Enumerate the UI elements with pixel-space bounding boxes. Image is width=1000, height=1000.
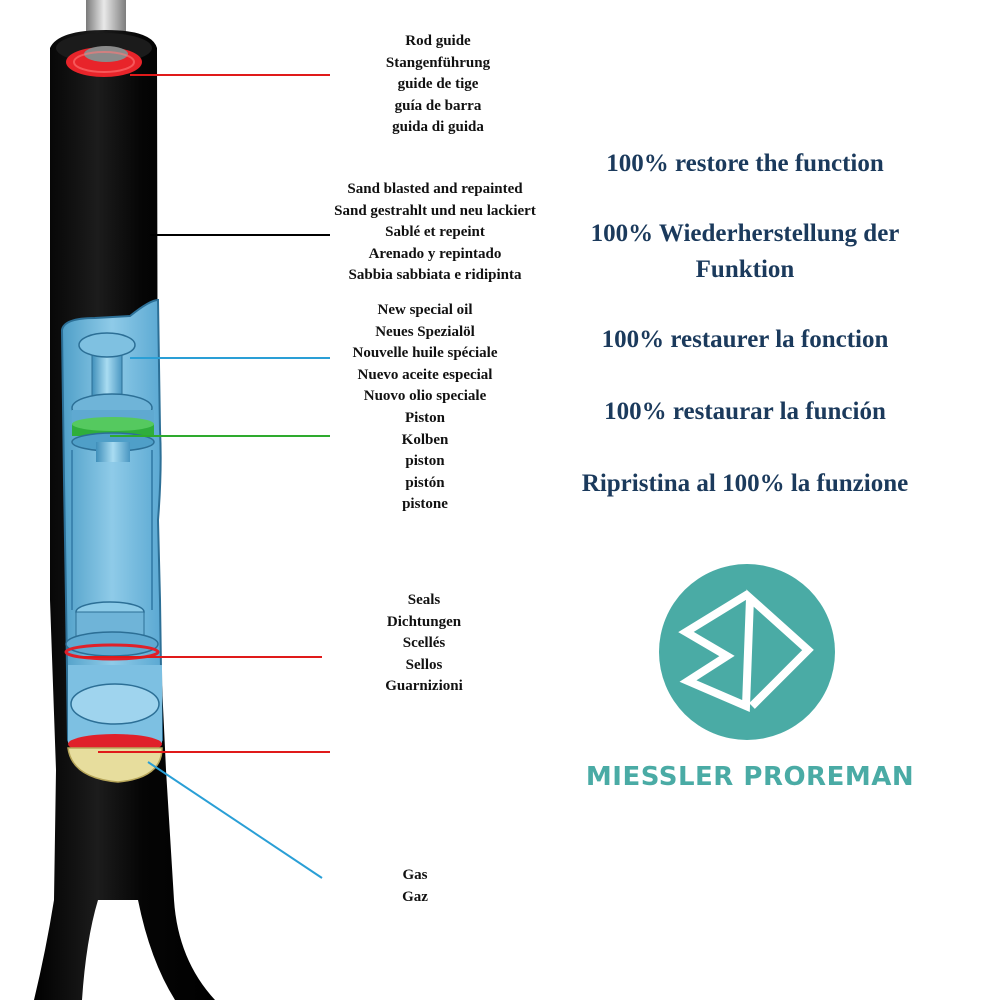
claim-en: 100% restore the function: [606, 150, 884, 177]
lower-chamber-top: [71, 684, 159, 724]
rod-top-collar: [79, 333, 135, 357]
brand-logo: [659, 564, 835, 740]
gas-line: Gas: [402, 867, 428, 883]
piston-line: pistón: [405, 474, 445, 491]
rod-guide-label: [318, 31, 558, 139]
claim-de: 100% Wiederherstellung der Funktion: [590, 220, 900, 283]
rod-guide-line: guida di guida: [392, 119, 484, 136]
claim-fr: 100% restaurer la fonction: [601, 326, 889, 353]
oil-piston-label: [315, 300, 535, 516]
sand-blasted-line: Sand blasted and repainted: [347, 181, 523, 197]
function-claims: [530, 146, 960, 502]
sand-blasted-line: Sand gestrahlt und neu lackiert: [334, 202, 536, 219]
seals-line: Dichtungen: [386, 613, 462, 630]
sand-blasted-line: Sabbia sabbiata e ridipinta: [348, 267, 522, 284]
oil-line: New special oil: [377, 302, 473, 318]
seals-line: Scellés: [402, 635, 446, 652]
brand-name: MIESSLER PROREMAN: [585, 762, 915, 792]
oil-line: Nuevo aceite especial: [357, 366, 493, 383]
piston-line: Kolben: [401, 431, 449, 448]
gas-leader: [148, 762, 322, 878]
oil-line: Nouvelle huile spéciale: [352, 345, 498, 362]
seals-line: Guarnizioni: [385, 678, 463, 695]
seals-line: Seals: [407, 592, 441, 608]
sand-blasted-line: Sablé et repeint: [385, 224, 485, 241]
piston-stem: [96, 442, 130, 462]
rod-guide-line: Stangenführung: [385, 54, 491, 71]
rod-guide-line: Rod guide: [405, 33, 471, 49]
claim-it: Ripristina al 100% la funzione: [581, 470, 909, 497]
piston-ring-top: [72, 417, 154, 431]
rod-guide-line: guide de tige: [397, 76, 479, 93]
gas-label: [375, 865, 455, 908]
claim-es: 100% restaurar la función: [604, 398, 886, 425]
oil-line: Nuovo olio speciale: [363, 388, 487, 405]
rod-guide-line: guía de barra: [394, 97, 482, 114]
fork-gap: [86, 908, 150, 1000]
piston-line: pistone: [402, 496, 448, 513]
sand-blasted-line: Arenado y repintado: [368, 245, 502, 262]
gas-line: Gaz: [402, 888, 428, 905]
seals-line: Sellos: [405, 656, 443, 673]
piston-line: Piston: [404, 409, 445, 426]
piston-line: piston: [405, 453, 445, 470]
seals-label: [344, 590, 504, 698]
oil-line: Neues Spezialöl: [375, 323, 475, 340]
